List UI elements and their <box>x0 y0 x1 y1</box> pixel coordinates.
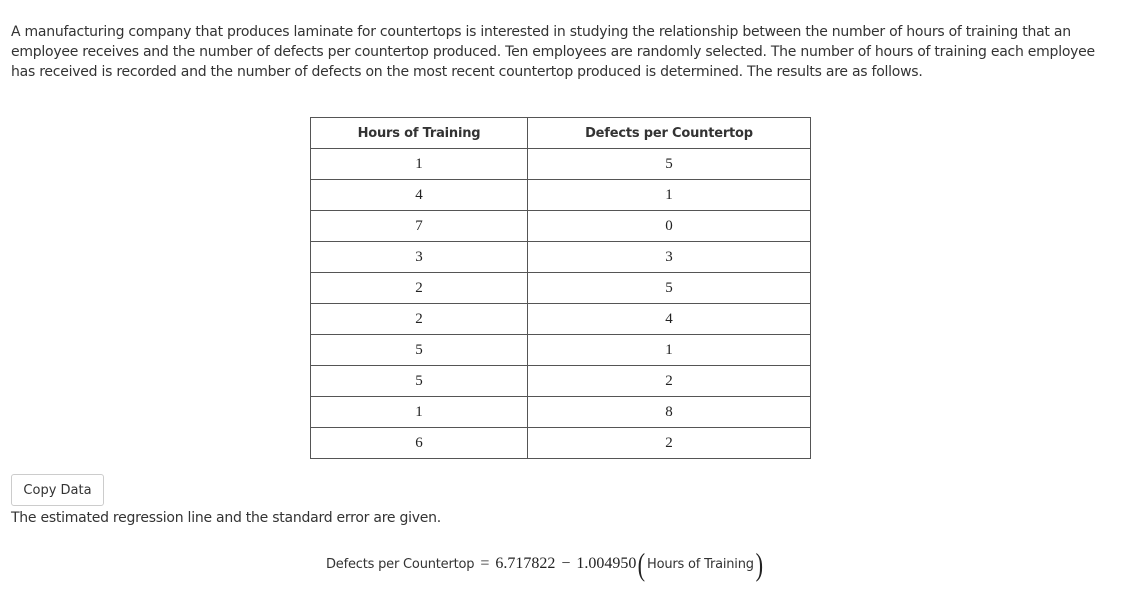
hours-cell: 2 <box>311 273 528 304</box>
table-row <box>311 428 811 459</box>
table-row <box>311 335 811 366</box>
right-paren: ) <box>755 546 763 582</box>
equals-sign: = <box>480 555 490 572</box>
hours-cell: 4 <box>311 180 528 211</box>
hours-cell: 2 <box>311 304 528 335</box>
hours-cell: 5 <box>311 366 528 397</box>
defects-cell: 8 <box>528 397 811 428</box>
minus-sign: − <box>561 555 571 572</box>
defects-cell: 5 <box>528 273 811 304</box>
table-row <box>311 242 811 273</box>
copy-data-button[interactable]: Copy Data <box>11 474 104 506</box>
defects-cell: 2 <box>528 428 811 459</box>
problem-description: A manufacturing company that produces laminate for countertops is interested in studying the relationship between the number of hours of training that an employee receives and the number of defects per countertop produced. Ten employees are randomly selected. The number of hours of training each employee has received is recorded and the number of defects on the most recent countertop produced is determined. The results are as follows. <box>11 24 1095 80</box>
header-hours-of-training: Hours of Training <box>311 118 528 149</box>
hours-cell: 3 <box>311 242 528 273</box>
equation-lhs: Defects per Countertop <box>326 556 475 572</box>
table-row <box>311 273 811 304</box>
regression-equation <box>326 546 764 582</box>
equation-slope: 1.004950 <box>576 555 637 572</box>
equation-variable: Hours of Training <box>647 556 754 572</box>
regression-description: The estimated regression line and the standard error are given. <box>11 510 441 526</box>
defects-cell: 5 <box>528 149 811 180</box>
left-paren: ( <box>637 546 646 582</box>
defects-cell: 4 <box>528 304 811 335</box>
table-row <box>311 397 811 428</box>
table-row <box>311 149 811 180</box>
table-row <box>311 304 811 335</box>
hours-cell: 1 <box>311 397 528 428</box>
table-row <box>311 180 811 211</box>
table-row <box>311 211 811 242</box>
data-table <box>310 117 811 459</box>
defects-cell: 1 <box>528 335 811 366</box>
header-defects-per-countertop: Defects per Countertop <box>528 118 811 149</box>
hours-cell: 5 <box>311 335 528 366</box>
hours-cell: 7 <box>311 211 528 242</box>
table-row <box>311 366 811 397</box>
defects-cell: 2 <box>528 366 811 397</box>
table-header-row <box>311 118 811 149</box>
hours-cell: 6 <box>311 428 528 459</box>
defects-cell: 3 <box>528 242 811 273</box>
defects-cell: 0 <box>528 211 811 242</box>
defects-cell: 1 <box>528 180 811 211</box>
equation-intercept: 6.717822 <box>495 555 556 572</box>
hours-cell: 1 <box>311 149 528 180</box>
